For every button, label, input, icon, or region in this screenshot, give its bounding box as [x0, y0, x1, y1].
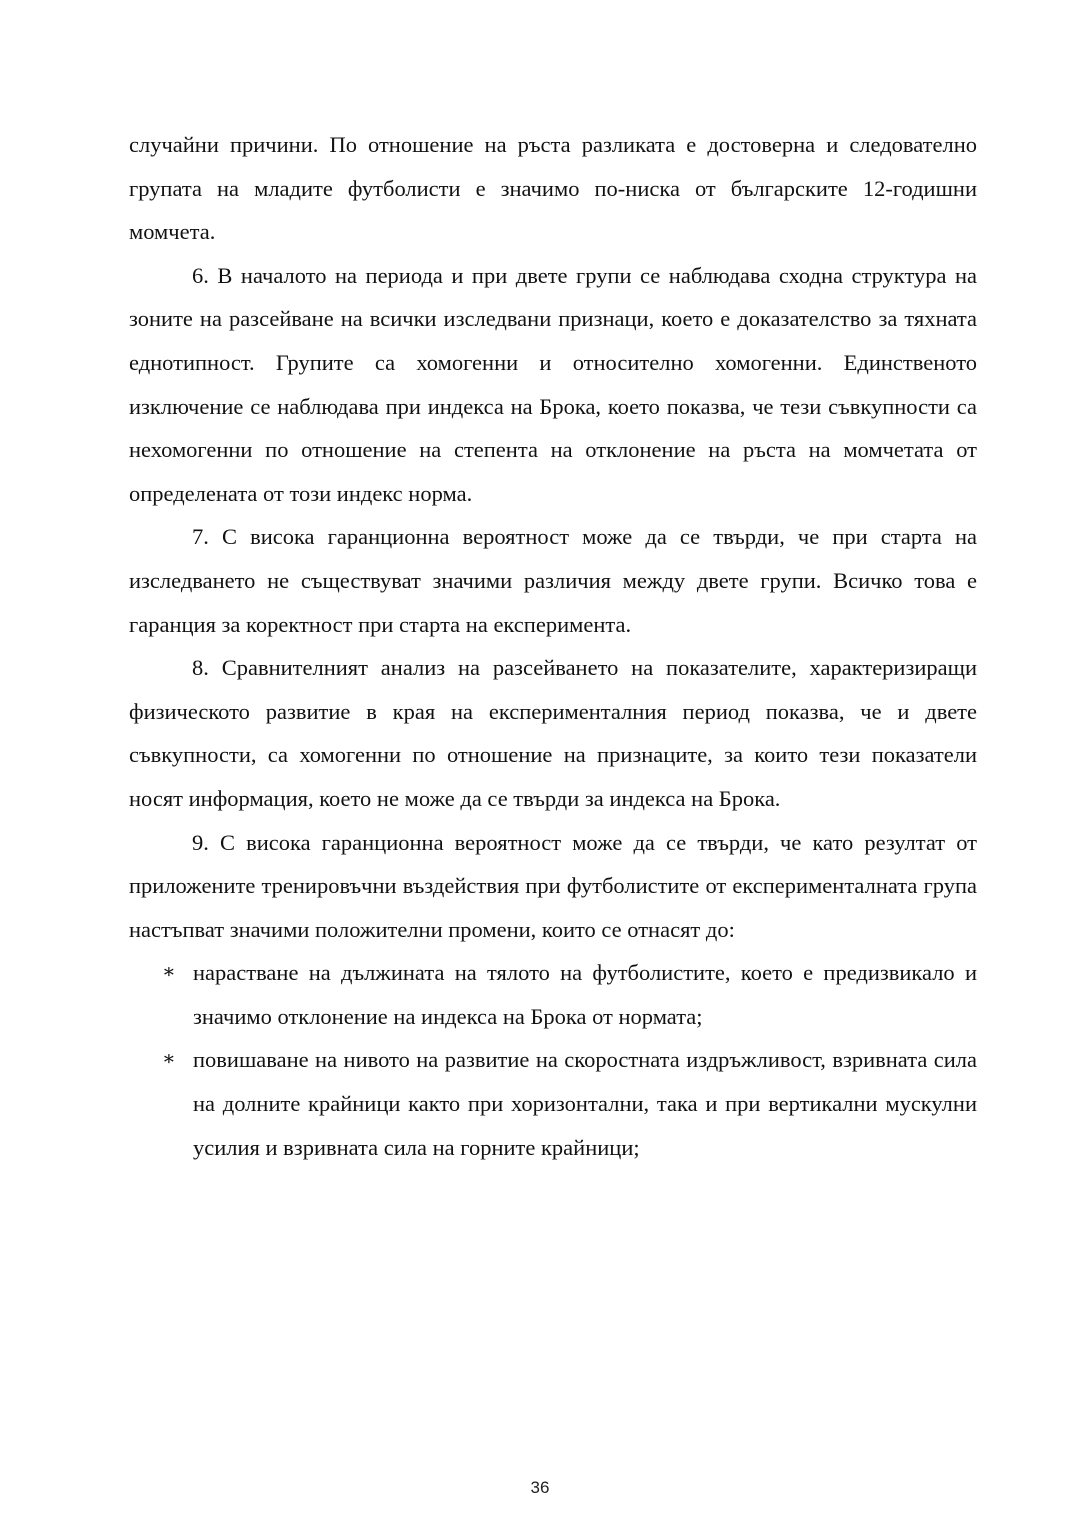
paragraph-number: 9.	[192, 829, 209, 855]
list-item	[129, 951, 977, 1038]
paragraph-text: С висока гаранционна вероятност може да се твърди, че като резултат от приложените тренировъчни въздействия при футболистите от експерименталната група настъпват значими положителни промени, които се отнасят до:	[129, 829, 978, 942]
list-item	[129, 1038, 977, 1169]
bullet-list	[129, 951, 977, 1169]
paragraph-item-6	[129, 254, 977, 516]
paragraph-item-7	[129, 515, 977, 646]
paragraph-text: С висока гаранционна вероятност може да се твърди, че при старта на изследването не съществуват значими различия между двете групи. Всичко това е гаранция за коректност при старта на експеримента.	[129, 524, 978, 637]
paragraph-continuation	[129, 123, 977, 254]
paragraph-text: случайни причини. По отношение на ръста разликата е достоверна и следователно групата на младите футболисти е значимо по-ниска от българските 12-годишни момчета.	[129, 132, 977, 245]
paragraph-text: Сравнителният анализ на разсейването на показателите, характеризиращи физическото развитие в края на експерименталния период показва, че и двете съвкупности, са хомогенни по отношение на признаците, за които тези показатели носят информация, което не може да се твърди за индекса на Брока.	[129, 655, 978, 811]
list-item-text: нарастване на дължината на тялото на футболистите, което е предизвикало и значимо отклонение на индекса на Брока от нормата;	[193, 960, 977, 1029]
paragraph-number: 7.	[192, 524, 209, 550]
page-number: 36	[530, 1478, 550, 1497]
paragraph-number: 8.	[192, 655, 209, 681]
paragraph-item-8	[129, 646, 977, 820]
list-item-text: повишаване на нивото на развитие на скоростната издръжливост, взривната сила на долните крайници както при хоризонтални, така и при вертикални мускулни усилия и взривната сила на горните крайници;	[193, 1047, 977, 1160]
asterisk-bullet-icon: ∗	[162, 961, 176, 984]
document-page	[129, 123, 977, 1169]
paragraph-item-9	[129, 821, 977, 952]
paragraph-number: 6.	[192, 262, 209, 288]
asterisk-bullet-icon: ∗	[162, 1048, 176, 1071]
paragraph-text: В началото на периода и при двете групи се наблюдава сходна структура на зоните на разсейване на всички изследвани признаци, което е доказателство за тяхната еднотипност. Групите са хомогенни и относително хомогенни. Единственото изключение се наблюдава при индекса на Брока, което показва, че тези съвкупности са нехомогенни по отношение на степента на отклонение на ръста на момчетата от определената от този индекс норма.	[129, 262, 977, 506]
